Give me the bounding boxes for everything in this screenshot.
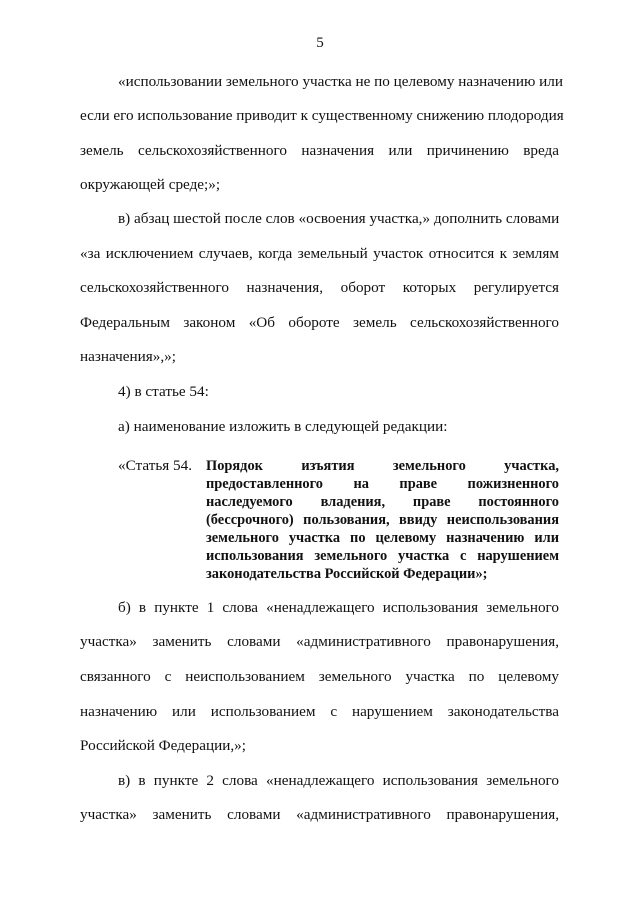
text-line: окружающей среде;»; xyxy=(80,176,221,193)
article-title-line: наследуемого владения, праве постоянного xyxy=(206,494,559,510)
text-line: «использовании земельного участка не по целевому назначению или xyxy=(118,73,563,90)
text-line: в) абзац шестой после слов «освоения участка,» дополнить словами xyxy=(118,210,560,227)
text-line: связанного с неиспользованием земельного участка по целевому xyxy=(80,668,559,685)
list-item: 4) в статье 54: xyxy=(118,383,209,400)
text-line: «за исключением случаев, когда земельный участок относится к землям xyxy=(80,245,559,262)
text-line: Федеральным законом «Об обороте земель сельскохозяйственного xyxy=(80,314,559,331)
text-line: назначению или использованием с нарушением законодательства xyxy=(80,703,559,720)
article-title-line: использования земельного участка с нарушением xyxy=(206,548,559,564)
text-line: Российской Федерации,»; xyxy=(80,737,246,754)
article-title-line: законодательства Российской Федерации»; xyxy=(206,566,488,582)
article-title-line: предоставленного на праве пожизненного xyxy=(206,476,559,492)
text-line: земель сельскохозяйственного назначения или причинению вреда xyxy=(80,142,559,159)
text-line: участка» заменить словами «административного правонарушения, xyxy=(80,806,559,823)
page-number: 5 xyxy=(316,35,324,51)
text-line: б) в пункте 1 слова «ненадлежащего использования земельного xyxy=(118,599,559,616)
list-item: а) наименование изложить в следующей редакции: xyxy=(118,418,448,435)
text-line: в) в пункте 2 слова «ненадлежащего использования земельного xyxy=(118,772,559,789)
article-title-line: земельного участка по целевому назначению или xyxy=(206,530,559,546)
article-title-line: (бессрочного) пользования, ввиду неиспользования xyxy=(206,512,559,528)
text-line: участка» заменить словами «административного правонарушения, xyxy=(80,633,559,650)
text-line: сельскохозяйственного назначения, оборот которых регулируется xyxy=(80,279,559,296)
article-label: «Статья 54. xyxy=(118,457,193,474)
text-line: если его использование приводит к существенному снижению плодородия xyxy=(80,107,564,124)
article-title-line: Порядок изъятия земельного участка, xyxy=(206,458,559,474)
text-line: назначения»,»; xyxy=(80,348,176,365)
